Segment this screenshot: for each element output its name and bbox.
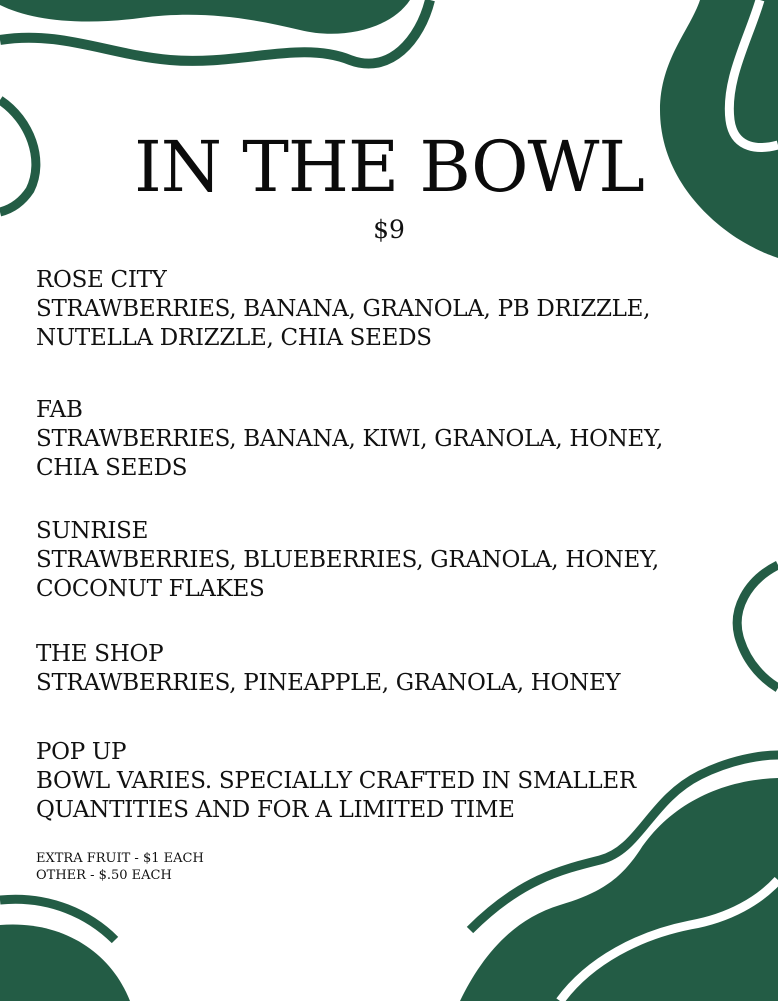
bowl-price: $9 (373, 215, 405, 244)
menu-item-sunrise (36, 517, 736, 604)
extra-fruit-price: EXTRA FRUIT - $1 EACH (36, 851, 204, 866)
item-description: STRAWBERRIES, PINEAPPLE, GRANOLA, HONEY (36, 670, 621, 696)
top-left-wave (0, 0, 410, 34)
menu-item-pop-up (36, 738, 736, 825)
menu-item-fab (36, 396, 736, 483)
item-name: SUNRISE (36, 518, 149, 544)
item-description: STRAWBERRIES, BANANA, GRANOLA, PB DRIZZLE, NUTELLA DRIZZLE, CHIA SEEDS (36, 296, 651, 351)
item-name: POP UP (36, 739, 127, 765)
other-extra-price: OTHER - $.50 EACH (36, 868, 172, 883)
item-description: STRAWBERRIES, BANANA, KIWI, GRANOLA, HONEY, CHIA SEEDS (36, 426, 663, 481)
menu-item-rose-city (36, 266, 736, 353)
right-arc-line (737, 565, 778, 688)
item-name: THE SHOP (36, 641, 164, 667)
item-name: ROSE CITY (36, 267, 167, 293)
item-name: FAB (36, 397, 83, 423)
extras-pricing (36, 850, 204, 884)
item-description: BOWL VARIES. SPECIALLY CRAFTED IN SMALLER QUANTITIES AND FOR A LIMITED TIME (36, 768, 636, 823)
menu-item-the-shop (36, 640, 736, 698)
page-title: IN THE BOWL (134, 126, 644, 208)
item-description: STRAWBERRIES, BLUEBERRIES, GRANOLA, HONEY, COCONUT FLAKES (36, 547, 659, 602)
